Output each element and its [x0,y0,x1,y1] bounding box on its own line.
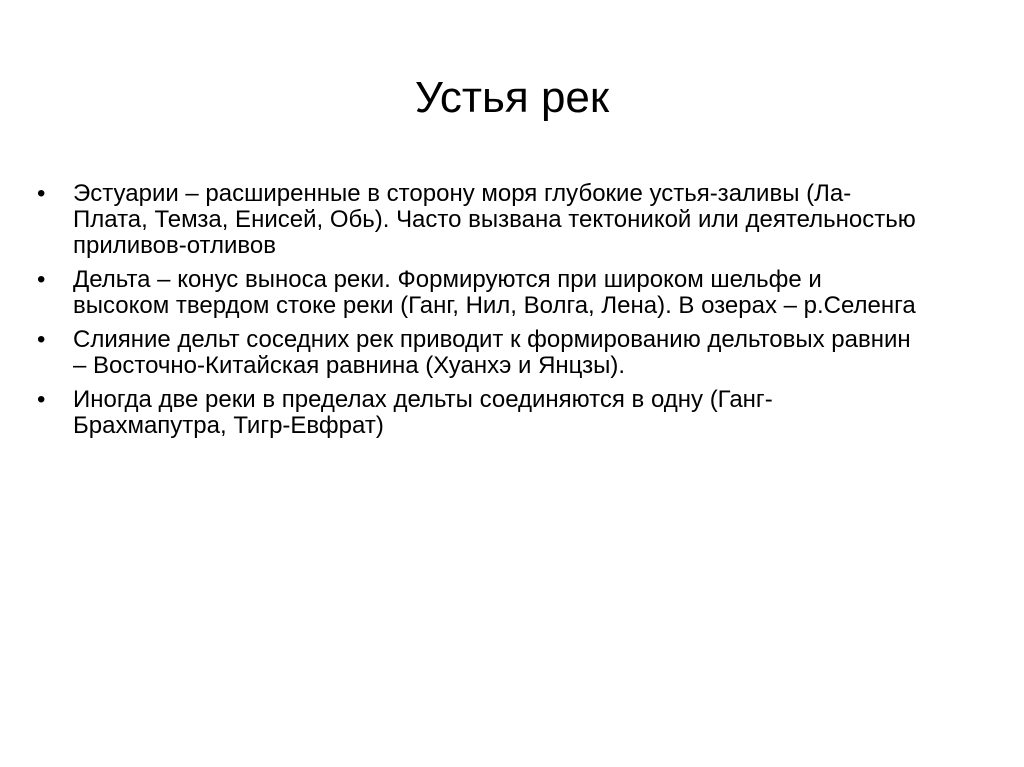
bullet-icon: • [37,386,46,413]
bullet-icon: • [37,180,46,207]
bullet-list [37,181,997,447]
bullet-line: Брахмапутра, Тигр-Евфрат) [73,412,384,439]
bullet-item-delta [37,267,997,319]
bullet-line: Эстуарии – расширенные в сторону моря глубокие устья-заливы (Ла- [73,180,852,207]
bullet-line: высоком твердом стоке реки (Ганг, Нил, Волга, Лена). В озерах – р.Селенга [73,292,916,319]
bullet-line: Иногда две реки в пределах дельты соединяются в одну (Ганг- [73,386,773,413]
bullet-line: Дельта – конус выноса реки. Формируются при широком шельфе и [73,266,822,293]
bullet-item-estuaries [37,181,997,259]
bullet-line: Плата, Темза, Енисей, Обь). Часто вызвана тектоникой или деятельностью [73,206,916,233]
bullet-item-delta-merge [37,327,997,379]
bullet-item-river-join [37,387,997,439]
slide-title: Устья рек [414,73,610,122]
bullet-icon: • [37,326,46,353]
bullet-line: Слияние дельт соседних рек приводит к формированию дельтовых равнин [73,326,911,353]
bullet-icon: • [37,266,46,293]
bullet-line: приливов-отливов [73,232,277,259]
bullet-line: – Восточно-Китайская равнина (Хуанхэ и Янцзы). [73,352,626,379]
